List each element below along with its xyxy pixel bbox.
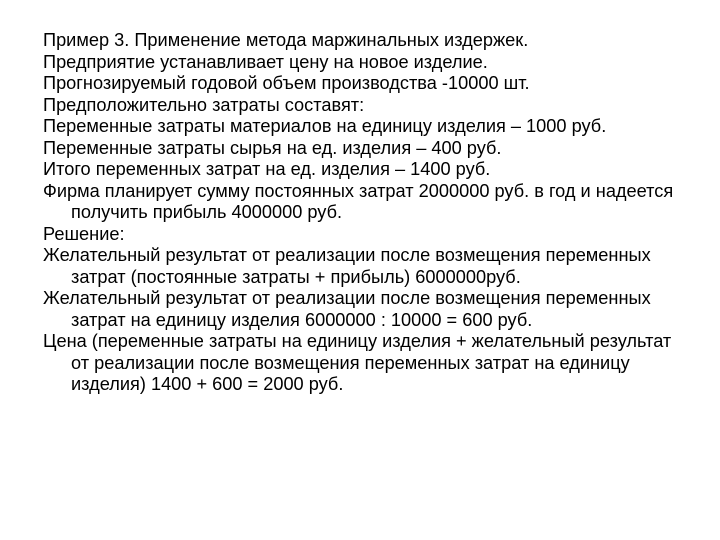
text-line-volume: Прогнозируемый годовой объем производства -10000 шт. <box>43 73 530 93</box>
text-line-fixed-and-profit: Фирма планирует сумму постоянных затрат 2000000 руб. в год и надеется получить прибыль 4000000 руб. <box>43 180 674 222</box>
text-line-raw-cost: Переменные затраты сырья на ед. изделия – 400 руб. <box>43 137 502 158</box>
text-line-desired-per-unit: Желательный результат от реализации после возмещения переменных затрат на единицу изделия 6000000 : 10000 = 600 руб. <box>43 288 651 330</box>
text-line-pricing: Предприятие устанавливает цену на новое изделие. <box>43 51 488 72</box>
example-title: Пример 3. Применение метода маржинальных издержек. <box>43 30 529 50</box>
text-line-desired-result: Желательный результат от реализации после возмещения переменных затрат (постоянные затраты + прибыль) 6000000руб. <box>43 245 651 287</box>
text-line-price: Цена (переменные затраты на единицу изделия + желательный результат от реализации после возмещения переменных затрат на единицу изделия) 1400 + 600 = 2000 руб. <box>43 331 672 394</box>
text-line-costs-intro: Предположительно затраты составят: <box>43 94 365 115</box>
solution-heading: Решение: <box>43 223 125 244</box>
slide-body <box>43 30 693 396</box>
text-line-material-cost: Переменные затраты материалов на единицу изделия – 1000 руб. <box>43 116 607 136</box>
text-line-total-variable: Итого переменных затрат на ед. изделия – 1400 руб. <box>43 159 491 179</box>
